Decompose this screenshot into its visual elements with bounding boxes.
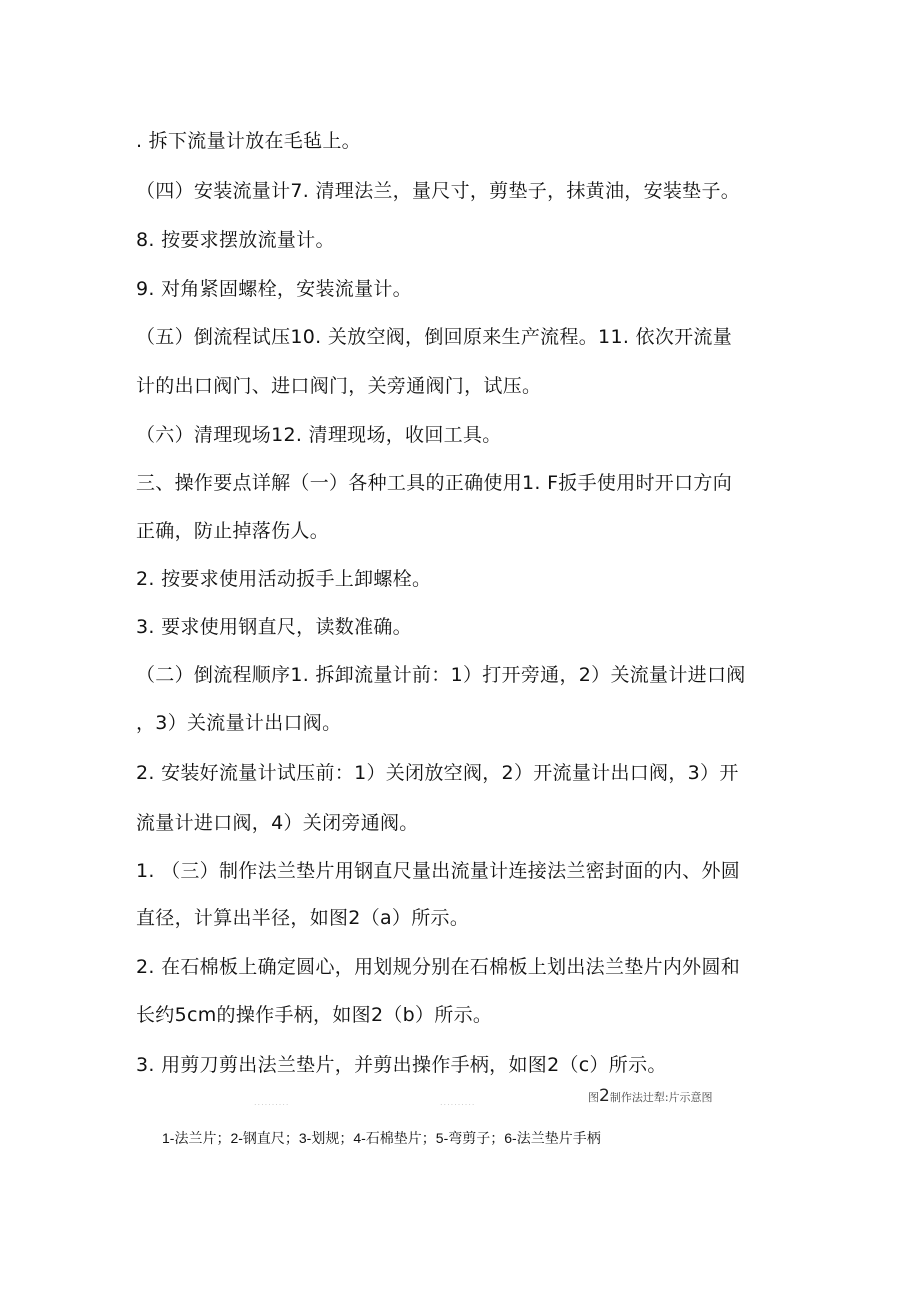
text-line-19: 长约5cm的操作手柄，如图2（b）所示。 bbox=[136, 1004, 493, 1026]
text-line-12: （二）倒流程顺序1. 拆卸流量计前：1）打开旁通，2）关流量计进口阀 bbox=[136, 664, 746, 686]
figure-placeholder-dots-right: .......... bbox=[440, 1098, 476, 1107]
figure-caption-text: 制作法辻犁:片示意图 bbox=[609, 1091, 713, 1104]
text-line-9: 正确，防止掉落伤人。 bbox=[136, 520, 330, 542]
text-line-14: 2. 安装好流量计试压前：1）关闭放空阀，2）开流量计出口阀，3）开 bbox=[136, 762, 739, 784]
text-line-20: 3. 用剪刀剪出法兰垫片，并剪出操作手柄，如图2（c）所示。 bbox=[136, 1054, 667, 1076]
figure-caption-number: 2 bbox=[599, 1086, 610, 1106]
text-line-5: （五）倒流程试压10. 关放空阀，倒回原来生产流程。11. 依次开流量 bbox=[136, 326, 733, 348]
text-line-16: 1. （三）制作法兰垫片用钢直尺量出流量计连接法兰密封面的内、外圆 bbox=[136, 860, 741, 882]
text-line-7: （六）清理现场12. 清理现场，收回工具。 bbox=[136, 424, 502, 446]
text-line-8: 三、操作要点详解（一）各种工具的正确使用1. F扳手使用时开口方向 bbox=[136, 472, 732, 494]
text-line-18: 2. 在石棉板上确定圆心，用划规分别在石棉板上划出法兰垫片内外圆和 bbox=[136, 956, 741, 978]
figure-caption-prefix: 图 bbox=[588, 1091, 599, 1104]
figure-legend: 1-法兰片；2-钢直尺；3-划规；4-石棉垫片；5-弯剪子；6-法兰垫片手柄 bbox=[162, 1130, 601, 1146]
text-line-1: . 拆下流量计放在毛毡上。 bbox=[136, 130, 361, 152]
text-line-13: ，3）关流量计出口阀。 bbox=[136, 712, 342, 734]
text-line-15: 流量计进口阀，4）关闭旁通阀。 bbox=[136, 812, 419, 834]
text-line-3: 8. 按要求摆放流量计。 bbox=[136, 229, 335, 251]
text-line-2: （四）安装流量计7. 清理法兰，量尺寸，剪垫子，抹黄油，安装垫子。 bbox=[136, 180, 741, 202]
text-line-17: 直径，计算出半径，如图2（a）所示。 bbox=[136, 907, 470, 929]
text-line-6: 计的出口阀门、进口阀门，关旁通阀门，试压。 bbox=[136, 375, 542, 397]
figure-caption bbox=[588, 1086, 713, 1106]
text-line-4: 9. 对角紧固螺栓，安装流量计。 bbox=[136, 278, 412, 300]
text-line-10: 2. 按要求使用活动扳手上卸螺栓。 bbox=[136, 568, 432, 590]
text-line-11: 3. 要求使用钢直尺，读数准确。 bbox=[136, 616, 412, 638]
figure-placeholder-dots-left: .......... bbox=[254, 1098, 290, 1107]
